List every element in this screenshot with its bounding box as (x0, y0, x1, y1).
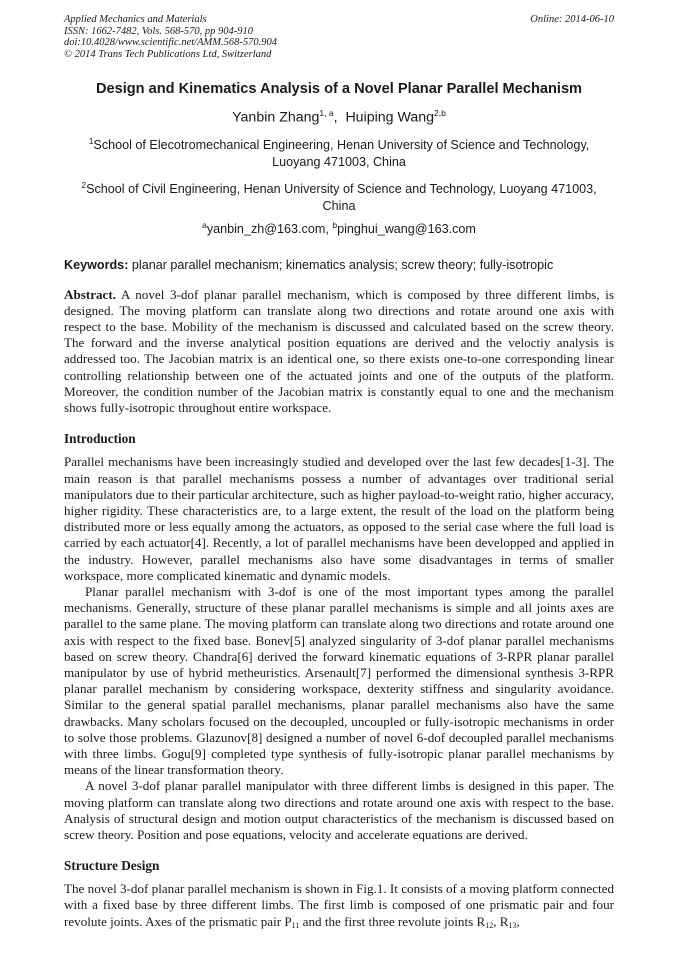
structure-text: The novel 3-dof planar parallel mechanism is shown in Fig.1. It consists of a moving platform connected with a fixed base by three different limbs. The first limb is composed of one prismatic pair and four revolute joints. Axes of the prismatic pair (64, 881, 614, 929)
keywords-label: Keywords: (64, 257, 129, 272)
paper-page (64, 14, 614, 934)
math-symbol: $P_{11}$ (284, 913, 300, 930)
doi-line: doi:10.4028/www.scientific.net/AMM.568-570.904 (64, 37, 277, 49)
journal-name: Applied Mechanics and Materials (64, 14, 207, 25)
section-heading-introduction: Introduction (64, 431, 136, 447)
email-address[interactable]: pinghui_wang@163.com (337, 222, 476, 237)
journal-info (64, 14, 277, 60)
math-symbol: $R_{12}$ (476, 913, 494, 930)
abstract-text: A novel 3-dof planar parallel mechanism, which is composed by three different limbs, is designed. The moving platform can translate along two directions and rotate around one axis with respect to the base. Mobility of the mechanism is discussed and calculated based on the screw theory. The forward and the inverse analytical position equations are derived and the veloctiy analysis is addressed too. The Jacobian matrix is an identical one, so there exists one-to-one corresponding linear controlling relationship between one of the actuated joints and one of the outputs of the platform. Moreover, the condition number of the Jacobian matrix is constantly equal to one and the mechanism shows fully-isotropic throughout entire workspace. (64, 286, 614, 416)
issn-line: ISSN: 1662-7482, Vols. 568-570, pp 904-910 (64, 25, 253, 37)
affiliation-text: School of Civil Engineering, Henan University of Science and Technology, Luoyang 471003, China (86, 182, 597, 213)
online-date: Online: 2014-06-10 (530, 14, 614, 25)
author-affil-marker: 1, a (319, 108, 334, 119)
paper-title: Design and Kinematics Analysis of a Novel Planar Parallel Mechanism (95, 81, 583, 98)
abstract-label: Abstract. (64, 286, 116, 302)
email-marker: a (202, 220, 207, 231)
email-address[interactable]: yanbin_zh@163.com, (206, 222, 329, 237)
structure-text: and the first three revolute joints (302, 913, 474, 929)
email-line (64, 220, 614, 236)
abstract (64, 287, 614, 417)
copyright-line: © 2014 Trans Tech Publications Ltd, Switzerland (64, 48, 272, 60)
intro-paragraph-1: Parallel mechanisms have been increasingly studied and developed over the last few decades[1-3]. The main reason is that parallel mechanisms possess a number of advantages over traditional serial manipulators due to their particular architecture, such as higher payload-to-weight ratio, higher accuracy, higher rigidity. These characteristics are, to a large extent, the result of the load on the platform being distributed more or less equally among the actuators, as opposed to the serial case where the full load is carried by each actuator[4]. Recently, a lot of parallel mechanisms have been developped and applied in the industry. However, parallel mechanisms also have some disadvantages in terms of smaller workspace, more complicated kinematic and dynamic models. (64, 454, 614, 583)
affiliation-marker: 1 (88, 136, 94, 147)
running-header (64, 14, 614, 60)
section-heading-structure: Structure Design (64, 858, 160, 874)
intro-paragraph-3: A novel 3-dof planar parallel manipulator with three different limbs is designed in this paper. The moving platform can translate along two directions and rotate around one axis with respect to the base. Analysis of structural design and motion output characteristics of the mechanism is discussed based on screw theory. Position and pose equations, velocity and accelerate equations are derived. (64, 778, 614, 842)
keywords-text: planar parallel mechanism; kinematics analysis; screw theory; fully-isotropic (131, 257, 554, 272)
affiliation-2 (64, 177, 614, 214)
email-marker: b (332, 220, 338, 231)
affiliation-marker: 2 (81, 180, 87, 191)
affiliation-text: School of Elecotromechanical Engineering, Henan University of Science and Technology, Luoyang 471003, China (93, 138, 590, 169)
author-affil-marker: 2,b (434, 108, 446, 119)
intro-paragraph-2: Planar parallel mechanism with 3-dof is one of the most important types among the parallel mechanisms. Generally, structure of these planar parallel mechanisms is simple and all joints axes are parallel to the same plane. The moving platform can translate along two directions and rotate around one axis with respect to the fixed base. Bonev[5] analyzed singularity of 3-dof planar parallel mechanisms based on screw theory. Chandra[6] derived the forward kinematic equations of 3-RPR planar parallel manipulator by use of hybrid metheuristics. Arsenault[7] performed the dimensional synthesis 3-RPR planar parallel mechanism by considering workspace, dexterity stiffness and singularity avoidance. Similar to the general spatial parallel mechanisms, planar parallel mechanisms also have the same drawbacks. Many scholars focused on the decoupled, uncoupled or fully-isotropic mechanisms in order to solve those problems. Glazunov[8] designed a number of novel 6-dof decoupled parallel mechanisms with three limbs. Gogu[9] completed type synthesis of fully-isotropic planar parallel mechanisms by means of the linear transformation theory. (64, 583, 614, 778)
affiliation-1 (64, 133, 614, 170)
structure-paragraph-1: The novel 3-dof planar parallel mechanism is shown in Fig.1. It consists of a moving platform connected with a fixed base by three different limbs. The first limb is composed of one prismatic pair and four revolute joints. Axes of the prismatic pair $P_{11}$ and the first three revolute joints $R_{12}$, $R_{13}$, (64, 881, 614, 930)
author-name: Yanbin Zhang (232, 110, 320, 127)
author-name: Huiping Wang (345, 110, 435, 127)
math-symbol: $R_{13}$ (499, 913, 517, 930)
author-line: Yanbin Zhang$^{1, a}$, Huiping Wang$^{2,b}$ (232, 108, 446, 127)
keywords (64, 258, 614, 272)
